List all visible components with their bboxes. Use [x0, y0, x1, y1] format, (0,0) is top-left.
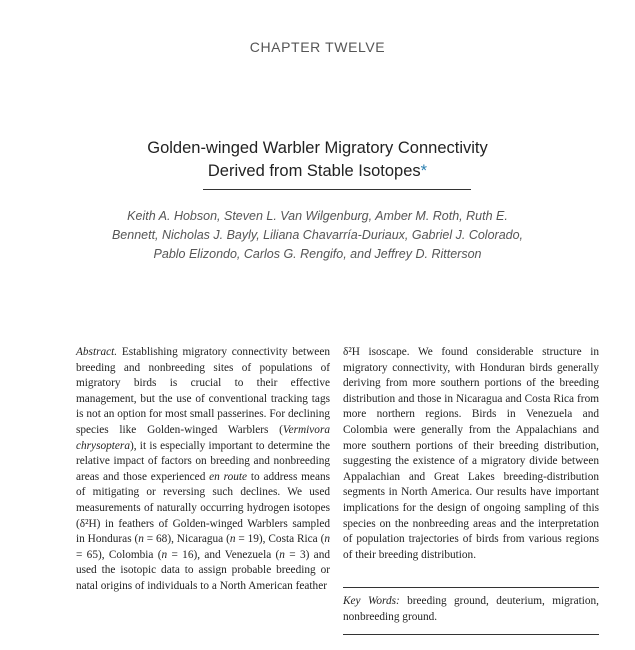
abstract-text-7: = 16), and Venezuela (	[167, 548, 280, 561]
abstract-text-1: Establishing migratory connectivity between breeding and nonbreeding sites of populations of migratory birds is crucial to their effective management, but the use of conventional tracking tags is not an option for most small passerines. For declining species like Golden-winged Warblers (	[76, 346, 330, 436]
article-title	[0, 137, 635, 183]
authors-line-3: Pablo Elizondo, Carlos G. Rengifo, and Jeffrey D. Ritterson	[153, 247, 482, 261]
abstract-text-3: to address means of mitigating or reversing such declines. We used measurements of naturally occurring hydrogen isotopes (δ²H) in feathers of Golden-winged Warblers sampled in Honduras (	[76, 470, 331, 546]
en-route-term: en route	[209, 470, 248, 483]
abstract-text-6: = 65), Colombia (	[76, 548, 162, 561]
keywords-top-rule	[343, 587, 599, 588]
abstract-text-2: ), it is especially important to determine the relative impact of factors on breeding and nonbreeding areas and those experienced	[76, 439, 330, 483]
abstract-left-column	[76, 345, 330, 595]
sample-n-honduras: n	[138, 533, 144, 546]
keywords	[343, 594, 599, 625]
abstract-label: Abstract.	[76, 346, 118, 358]
authors-line-1: Keith A. Hobson, Steven L. Van Wilgenburg, Amber M. Roth, Ruth E.	[127, 209, 508, 223]
species-name: Vermivora chrysoptera	[76, 423, 330, 452]
keywords-text: breeding ground, deuterium, migration, nonbreeding ground.	[343, 595, 599, 623]
abstract-right-column: δ²H isoscape. We found considerable structure in migratory connectivity, with Honduran birds generally deriving from more southern portions of the breeding distribution and those in Nicaragua and Costa Rica from more northern regions. Birds in Venezuela and Colombia were generally from the Appalachians and more southern portions of their breeding distribution, suggesting the existence of a migratory divide between Appalachian and Great Lakes breeding-distribution segments in North America. Our results have important implications for the design of ongoing sampling of this species on the nonbreeding areas and the interpretation of population trajectories of birds from various regions of their breeding distribution.	[343, 346, 599, 561]
sample-n-colombia: n	[161, 548, 168, 561]
abstract-text-4: = 68), Nicaragua (	[143, 533, 230, 546]
sample-n-costa-rica: n	[324, 533, 330, 546]
title-line-1: Golden-winged Warbler Migratory Connectivity	[147, 139, 488, 157]
title-line-2: Derived from Stable Isotopes	[207, 162, 421, 180]
title-footnote-asterisk[interactable]: *	[420, 162, 428, 180]
author-list	[90, 207, 545, 264]
keywords-label: Key Words:	[343, 595, 400, 607]
abstract-text-8: = 3) and used the isotopic data to assign probable breeding or natal origins of individuals to a North American feather	[76, 548, 330, 592]
keywords-bottom-rule	[343, 634, 599, 635]
sample-n-venezuela: n	[279, 548, 285, 561]
title-divider	[203, 189, 471, 190]
sample-n-nicaragua: n	[229, 533, 236, 546]
chapter-heading: CHAPTER TWELVE	[249, 39, 386, 55]
abstract-text-5: = 19), Costa Rica (	[235, 533, 325, 546]
authors-line-2: Bennett, Nicholas J. Bayly, Liliana Chavarría-Duriaux, Gabriel J. Colorado,	[111, 228, 524, 242]
